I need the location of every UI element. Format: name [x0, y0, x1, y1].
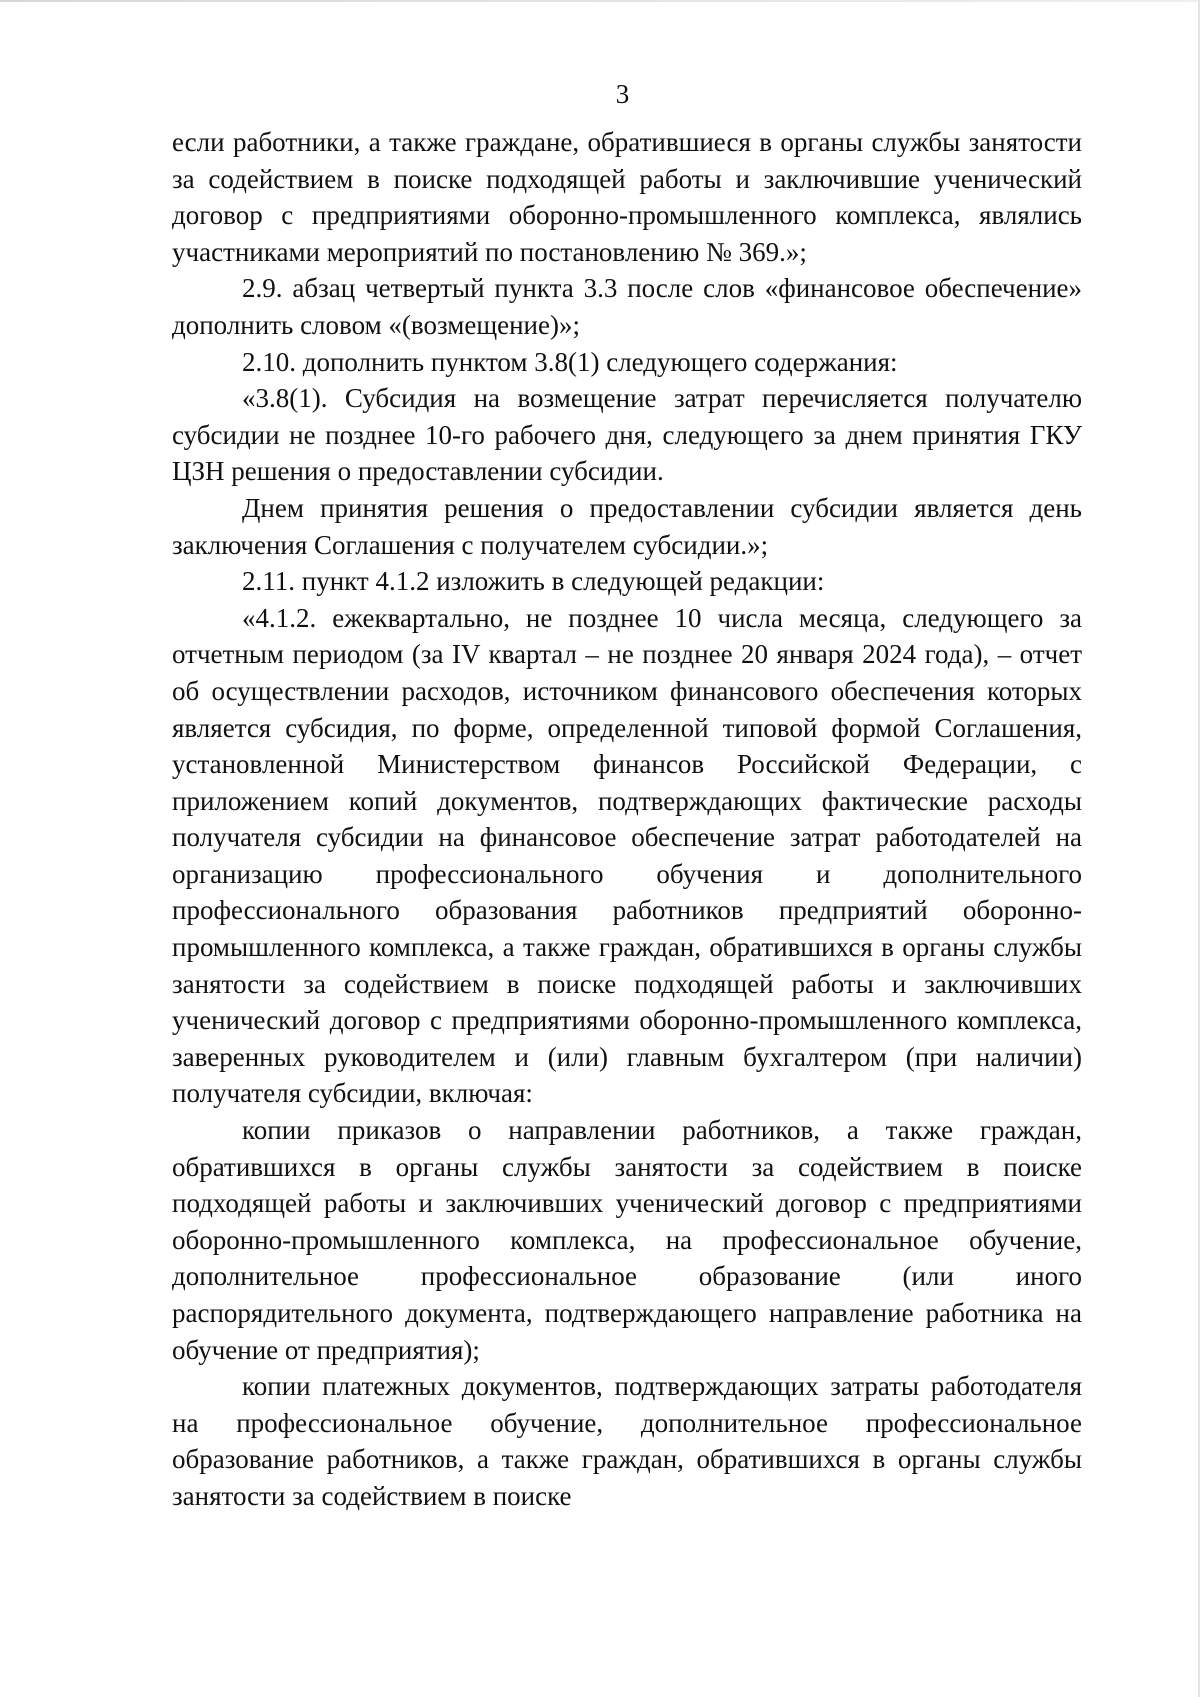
- paragraph-2-11: 2.11. пункт 4.1.2 изложить в следующей редакции:: [242, 566, 825, 597]
- page-number: 3: [615, 79, 630, 109]
- scan-edge-top: [0, 0, 1200, 2]
- paragraph-2-10: 2.10. дополнить пунктом 3.8(1) следующего содержания:: [242, 346, 898, 377]
- document-body: [172, 124, 1082, 1515]
- paragraph-decision-day: Днем принятия решения о предоставлении субсидии является день заключения Соглашения с получателем субсидии.»;: [172, 492, 1082, 560]
- paragraph-order-copies: копии приказов о направлении работников, а также граждан, обратившихся в органы службы занятости за содействием в поиске подходящей работы и заключивших ученический договор с предприятиями оборонно-промышленного комплекса, на профессиональное обучение, дополнительное профессиональное образование (или иного распорядительного документа, подтверждающего направление работника на обучение от предприятия);: [172, 1115, 1082, 1365]
- paragraph-4-1-2: «4.1.2. ежеквартально, не позднее 10 числа месяца, следующего за отчетным периодом (за IV квартал – не позднее 20 января 2024 года), – отчет об осуществлении расходов, источником финансового обеспечения которых является субсидия, по форме, определенной типовой формой Соглашения, установленной Министерством финансов Российской Федерации, с приложением копий документов, подтверждающих фактические расходы получателя субсидии на финансовое обеспечение затрат работодателей на организацию профессионального обучения и дополнительного профессионального образования работников предприятий оборонно-промышленного комплекса, а также граждан, обратившихся в органы службы занятости за содействием в поиске подходящей работы и заключивших ученический договор с предприятиями оборонно-промышленного комплекса, заверенных руководителем и (или) главным бухгалтером (при наличии) получателя субсидии, включая:: [172, 602, 1082, 1109]
- paragraph-payment-copies: копии платежных документов, подтверждающих затраты работодателя на профессиональное обучение, дополнительное профессиональное образование работников, а также граждан, обратившихся в органы службы занятости за содействием в поиске: [172, 1371, 1082, 1511]
- paragraph-3-8-1: «3.8(1). Субсидия на возмещение затрат перечисляется получателю субсидии не позднее 10-го рабочего дня, следующего за днем принятия ГКУ ЦЗН решения о предоставлении субсидии.: [172, 383, 1082, 487]
- paragraph-2-9: 2.9. абзац четвертый пункта 3.3 после слов «финансовое обеспечение» дополнить словом «(возмещение)»;: [172, 273, 1082, 340]
- paragraph-continuation: если работники, а также граждане, обратившиеся в органы службы занятости за содействием в поиске подходящей работы и заключившие ученический договор с предприятиями оборонно-промышленного комплекса, являлись участниками мероприятий по постановлению № 369.»;: [172, 127, 1082, 267]
